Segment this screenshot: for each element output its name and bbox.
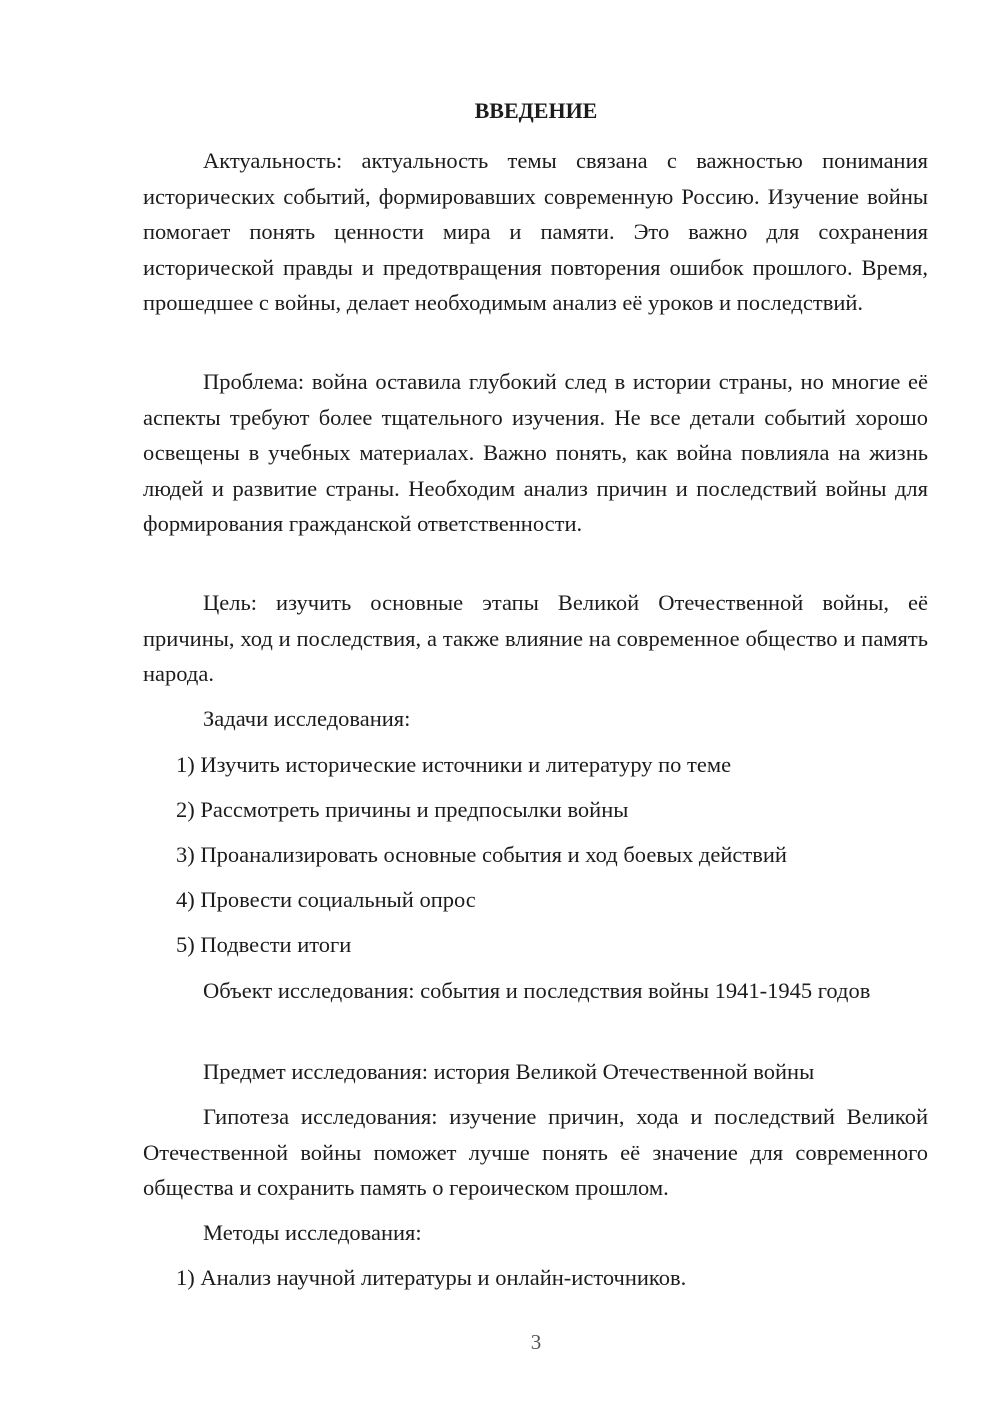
problem-paragraph: Проблема: война оставила глубокий след в истории страны, но многие её аспекты требуют более тщательного изучения. Не все детали событий хорошо освещены в учебных материалах. Важно понять, как война повлияла на жизнь людей и развитие страны. Необходим анализ причин и последствий войны для формирования гражданской ответственности. <box>143 369 928 536</box>
task-item: 2) Рассмотреть причины и предпосылки войны <box>176 797 629 822</box>
task-item: 4) Провести социальный опрос <box>176 887 476 912</box>
methods-title: Методы исследования: <box>203 1220 422 1245</box>
tasks-title: Задачи исследования: <box>203 706 411 731</box>
relevance-paragraph: Актуальность: актуальность темы связана с важностью понимания исторических событий, формировавших современную Россию. Изучение войны помогает понять ценности мира и памяти. Это важно для сохранения исторической правды и предотвращения повторения ошибок прошлого. Время, прошедшее с войны, делает необходимым анализ её уроков и последствий. <box>143 148 928 315</box>
page-number: 3 <box>530 1330 542 1354</box>
method-item: 1) Анализ научной литературы и онлайн-источников. <box>176 1265 687 1290</box>
page-title: ВВЕДЕНИЕ <box>474 98 598 123</box>
task-item: 5) Подвести итоги <box>176 932 352 957</box>
object-paragraph: Объект исследования: события и последствия войны 1941-1945 годов <box>203 978 871 1003</box>
task-item: 3) Проанализировать основные события и ход боевых действий <box>176 842 787 867</box>
task-item: 1) Изучить исторические источники и литературу по теме <box>176 752 732 777</box>
subject-paragraph: Предмет исследования: история Великой Отечественной войны <box>203 1059 815 1084</box>
hypothesis-paragraph: Гипотеза исследования: изучение причин, хода и последствий Великой Отечественной войны поможет лучше понять её значение для современного общества и сохранить память о героическом прошлом. <box>143 1104 928 1200</box>
goal-paragraph: Цель: изучить основные этапы Великой Отечественной войны, её причины, ход и последствия, а также влияние на современное общество и память народа. <box>143 590 928 686</box>
